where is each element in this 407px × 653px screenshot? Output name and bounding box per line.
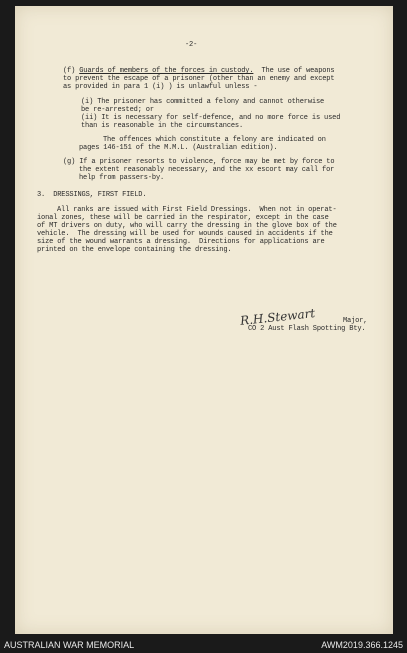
signature-unit: CO 2 Aust Flash Spotting Bty. (248, 325, 366, 333)
para-g-line-1: (g) If a prisoner resorts to violence, force may be met by force to (63, 158, 335, 166)
para-f-heading: Guards of members of the forces in custody. (79, 67, 254, 75)
document-body (15, 6, 393, 634)
archive-footer (0, 636, 407, 653)
para-g-line-3: help from passers-by. (79, 174, 165, 182)
para-g-line-2: the extent reasonably necessary, and the xx escort may call for (79, 166, 335, 174)
para-f-line-3: as provided in para 1 (i) ) is unlawful unless - (63, 83, 258, 91)
footer-accession-number: AWM2019.366.1245 (321, 640, 403, 650)
section-3-line-2: ional zones, these will be carried in the respirator, except in the case (37, 214, 329, 222)
section-3-line-1: All ranks are issued with First Field Dressings. When not in operat- (57, 206, 337, 214)
section-3-line-4: vehicle. The dressing will be used for wounds caused in accidents if the (37, 230, 333, 238)
section-3-line-5: size of the wound warrants a dressing. Directions for applications are (37, 238, 325, 246)
sub-ii-line-1: (ii) It is necessary for self-defence, and no more force is used (81, 114, 341, 122)
sub-i-line-1: (i) The prisoner has committed a felony and cannot otherwise (81, 98, 325, 106)
signature-rank: Major, (343, 317, 368, 325)
sub-i-line-2: be re-arrested; or (81, 106, 154, 114)
handwritten-signature: R.H.Stewart (239, 306, 316, 328)
footer-institution: AUSTRALIAN WAR MEMORIAL (4, 640, 135, 650)
section-3-line-3: of MT drivers on duty, who will carry the dressing in the glove box of the (37, 222, 337, 230)
para-f-line-2: to prevent the escape of a prisoner (other than an enemy and except (63, 75, 335, 83)
para-f-line-1-rest: The use of weapons (253, 67, 335, 75)
para-f-label: (f) (63, 67, 76, 75)
document-page (15, 6, 393, 634)
offences-line-2: pages 146-151 of the M.M.L. (Australian edition). (79, 144, 278, 152)
section-3-heading: 3. DRESSINGS, FIRST FIELD. (37, 191, 147, 199)
section-3-line-6: printed on the envelope containing the dressing. (37, 246, 232, 254)
sub-ii-line-2: than is reasonable in the circumstances. (81, 122, 244, 130)
offences-line-1: The offences which constitute a felony are indicated on (103, 136, 326, 144)
page-number: -2- (185, 41, 198, 49)
